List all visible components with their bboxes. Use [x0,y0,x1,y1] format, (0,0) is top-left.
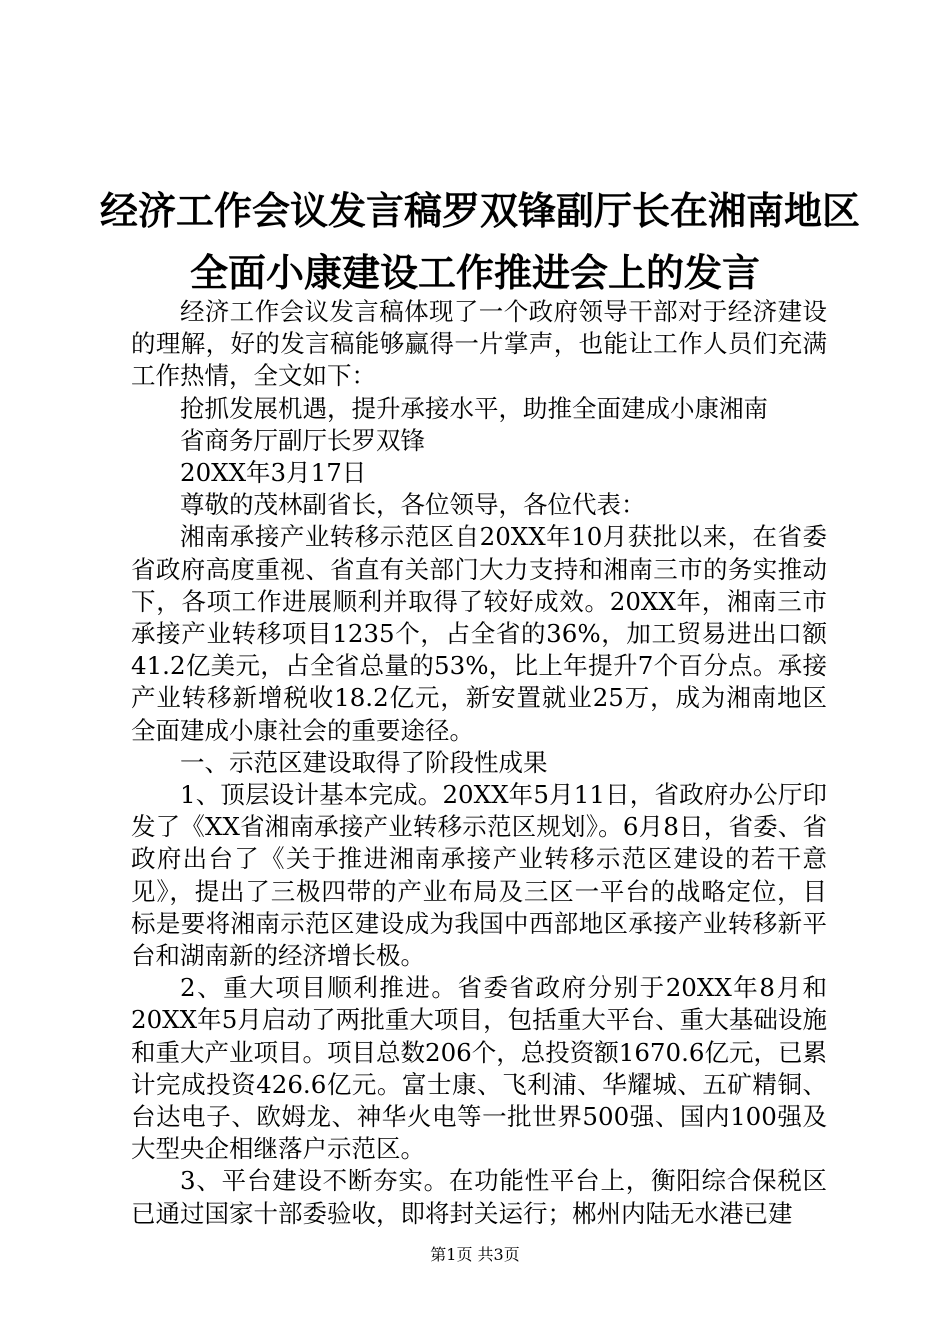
salutation: 尊敬的茂林副省长，各位领导，各位代表： [180,490,646,520]
intro-paragraph: 经济工作会议发言稿体现了一个政府领导干部对于经济建设的理解，好的发言稿能够赢得一片掌声，也能让工作人员们充满工作热情，全文如下： [131,297,827,391]
body-paragraph: 湘南承接产业转移示范区自20XX年10月获批以来，在省委省政府高度重视、省直有关部门大力支持和湘南三市的务实推动下，各项工作进展顺利并取得了较好成效。20XX年，湘南三市承接产业转移项目1235个，占全省的36%，加工贸易进出口额41.2亿美元，占全省总量的53%，比上年提升7个百分点。承接产业转移新增税收18.2亿元，新安置就业25万，成为湘南地区全面建成小康社会的重要途径。 [131,522,827,745]
speech-title: 抢抓发展机遇，提升承接水平，助推全面建成小康湘南 [180,393,768,423]
body-paragraph: 1、顶层设计基本完成。20XX年5月11日，省政府办公厅印发了《XX省湘南承接产业转移示范区规划》。6月8日，省委、省政府出台了《关于推进湘南承接产业转移示范区建设的若干意见》，提出了三极四带的产业布局及三区一平台的战略定位，目标是要将湘南示范区建设成为我国中西部地区承接产业转移新平台和湖南新的经济增长极。 [131,780,827,971]
document-title-line-1: 经济工作会议发言稿罗双锋副厅长在湘南地区 [100,188,861,233]
speaker-line: 省商务厅副厅长罗双锋 [180,425,425,455]
body-paragraph: 2、重大项目顺利推进。省委省政府分别于20XX年8月和20XX年5月启动了两批重大项目，包括重大平台、重大基础设施和重大产业项目。项目总数206个，总投资额1670.6亿元，已累计完成投资426.6亿元。富士康、飞利浦、华耀城、五矿精铜、台达电子、欧姆龙、神华火电等一批世界500强、国内100强及大型央企相继落户示范区。 [131,973,827,1164]
page-number-footer: 第1页 共3页 [430,1245,520,1264]
date-line: 20XX年3月17日 [180,458,367,488]
body-paragraph: 3、平台建设不断夯实。在功能性平台上，衡阳综合保税区已通过国家十部委验收，即将封关运行；郴州内陆无水港已建 [131,1166,827,1228]
section-heading: 一、示范区建设取得了阶段性成果 [180,747,548,777]
document-title-line-2: 全面小康建设工作推进会上的发言 [189,250,760,295]
document-body [131,296,827,1230]
